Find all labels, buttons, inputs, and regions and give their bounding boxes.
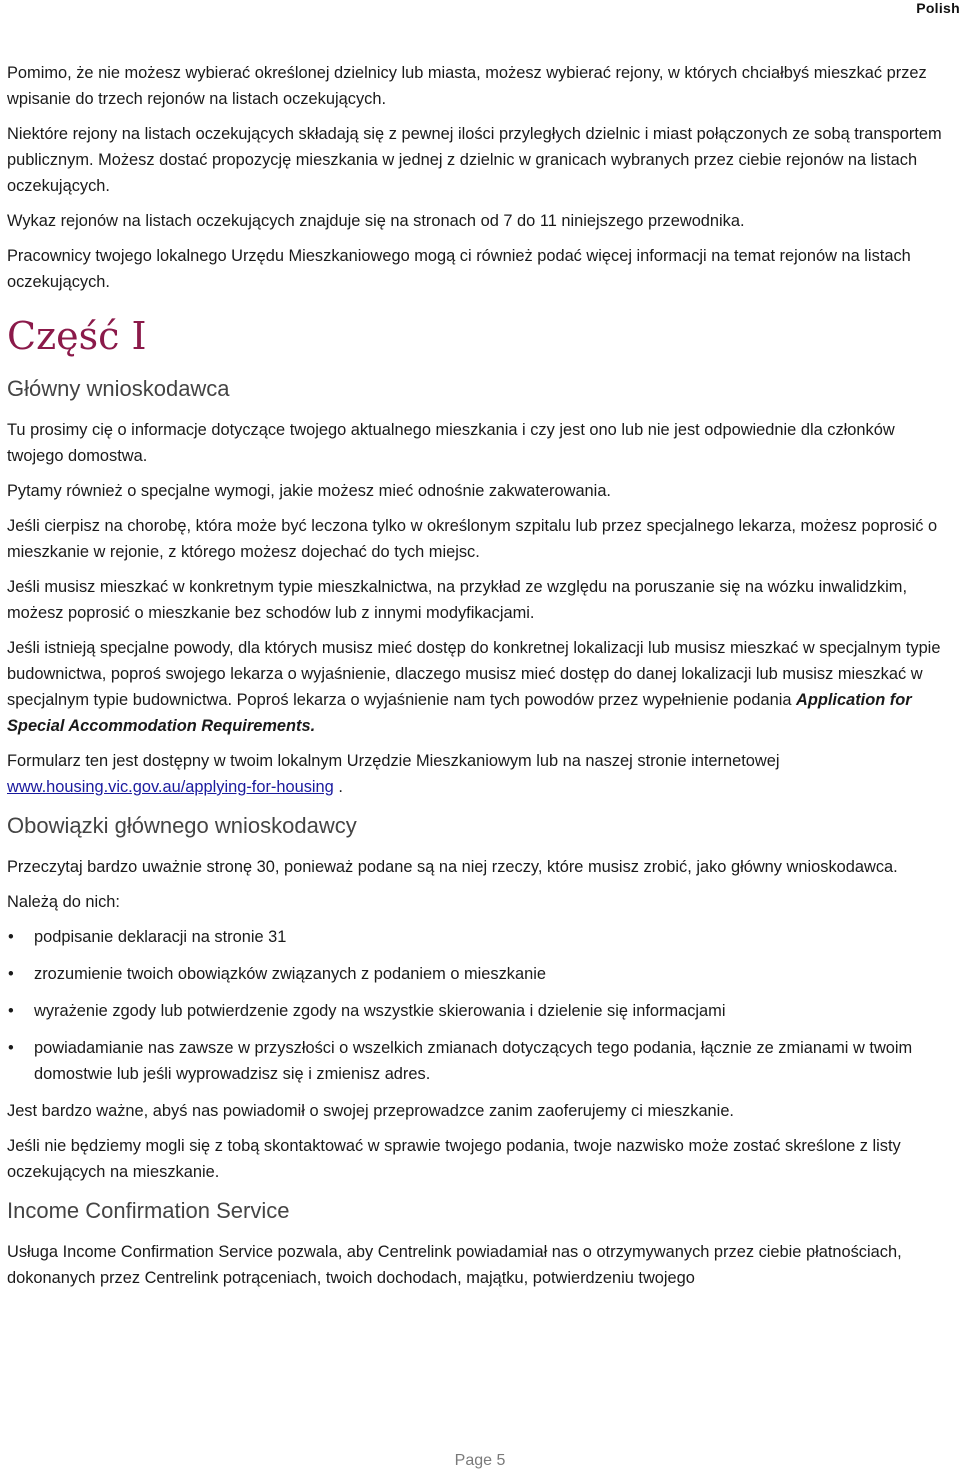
- paragraph: Jeśli cierpisz na chorobę, która może być leczona tylko w określonym szpitalu lub przez specjalnego lekarza, możesz poprosić o mieszkanie w rejonie, z którego możesz dojechać do tych miejsc.: [7, 517, 938, 561]
- list-item-text: wyrażenie zgody lub potwierdzenie zgody na wszystkie skierowania i dzielenie się informacjami: [34, 1002, 726, 1020]
- paragraph: Wykaz rejonów na listach oczekujących znajduje się na stronach od 7 do 11 niniejszego przewodnika.: [7, 212, 745, 230]
- paragraph: Pytamy również o specjalne wymogi, jakie możesz mieć odnośnie zakwaterowania.: [7, 482, 611, 500]
- bullet-icon: •: [8, 965, 14, 983]
- paragraph: Jeśli musisz mieszkać w konkretnym typie mieszkalnictwa, na przykład ze względu na poruszanie się na wózku inwalidzkim, możesz poprosić o mieszkanie bez schodów lub z innymi modyfikacjami.: [7, 578, 908, 622]
- list-item: [7, 998, 952, 1024]
- form-name: Application for Special Accommodation Requirements.: [7, 691, 912, 735]
- language-label: Polish: [916, 0, 960, 16]
- paragraph: Przeczytaj bardzo uważnie stronę 30, ponieważ podane są na niej rzeczy, które musisz zrobić, jako główny wnioskodawca.: [7, 858, 898, 876]
- list-item-text: zrozumienie twoich obowiązków związanych z podaniem o mieszkanie: [34, 965, 546, 983]
- list-item: [7, 961, 952, 987]
- page-content: [7, 60, 952, 1300]
- list-item-text: podpisanie deklaracji na stronie 31: [34, 928, 287, 946]
- paragraph: Jest bardzo ważne, abyś nas powiadomił o swojej przeprowadzce zanim zaoferujemy ci mieszkanie.: [7, 1102, 734, 1120]
- list-item: [7, 924, 952, 950]
- section-heading-main-applicant: Główny wnioskodawca: [7, 376, 230, 401]
- paragraph-text: Jeśli istnieją specjalne powody, dla których musisz mieć dostęp do konkretnej lokalizacji lub musisz mieszkać w specjalnym typie budownictwa, poproś swojego lekarza o wyjaśnienie, dlaczego musisz mieć dostęp do danej lokalizacji lub musisz mieszkać w specjalnym typie budownictwa. Poproś lekarza o wyjaśnienie nam tych powodów przez wypełnienie podania: [7, 639, 941, 709]
- paragraph: Pomimo, że nie możesz wybierać określonej dzielnicy lub miasta, możesz wybierać rejony, w których chciałbyś mieszkać przez wpisanie do trzech rejonów na listach oczekujących.: [7, 64, 927, 108]
- paragraph-text: Formularz ten jest dostępny w twoim lokalnym Urzędzie Mieszkaniowym lub na naszej stronie internetowej: [7, 752, 780, 770]
- paragraph: Pracownicy twojego lokalnego Urzędu Mieszkaniowego mogą ci również podać więcej informacji na temat rejonów na listach oczekujących.: [7, 247, 911, 291]
- section-heading-income: Income Confirmation Service: [7, 1198, 290, 1223]
- paragraph: Należą do nich:: [7, 893, 120, 911]
- paragraph: Niektóre rejony na listach oczekujących składają się z pewnej ilości przyległych dzielnic i miast połączonych ze sobą transportem publicznym. Możesz dostać propozycję mieszkania w jednej z dzielnic w granicach wybranych przez ciebie rejonów na listach oczekujących.: [7, 125, 942, 195]
- bullet-icon: •: [8, 1002, 14, 1020]
- paragraph: Jeśli nie będziemy mogli się z tobą skontaktować w sprawie twojego podania, twoje nazwisko może zostać skreślone z listy oczekujących na mieszkanie.: [7, 1137, 901, 1181]
- bullet-icon: •: [8, 1039, 14, 1057]
- bullet-icon: •: [8, 928, 14, 946]
- paragraph: Tu prosimy cię o informacje dotyczące twojego aktualnego mieszkania i czy jest ono lub nie jest odpowiednie dla członków twojego domostwa.: [7, 421, 895, 465]
- paragraph: Usługa Income Confirmation Service pozwala, aby Centrelink powiadamiał nas o otrzymywanych przez ciebie płatnościach, dokonanych przez Centrelink potrąceniach, twoich dochodach, majątku, potwierdzeniu twojego: [7, 1243, 902, 1287]
- list-item-text: powiadamianie nas zawsze w przyszłości o wszelkich zmianach dotyczących tego podania, łącznie ze zmianami w twoim domostwie lub jeśli wyprowadzisz się i zmienisz adres.: [34, 1039, 913, 1083]
- list-item: [7, 1035, 952, 1087]
- paragraph: [7, 748, 952, 800]
- paragraph-text: .: [333, 778, 343, 796]
- paragraph: [7, 635, 952, 739]
- duties-list: [7, 924, 952, 1087]
- part-title: Część I: [7, 314, 147, 358]
- page-number: Page 5: [454, 1452, 506, 1469]
- housing-website-link[interactable]: www.housing.vic.gov.au/applying-for-housing: [7, 778, 334, 796]
- section-heading-duties: Obowiązki głównego wnioskodawcy: [7, 813, 357, 838]
